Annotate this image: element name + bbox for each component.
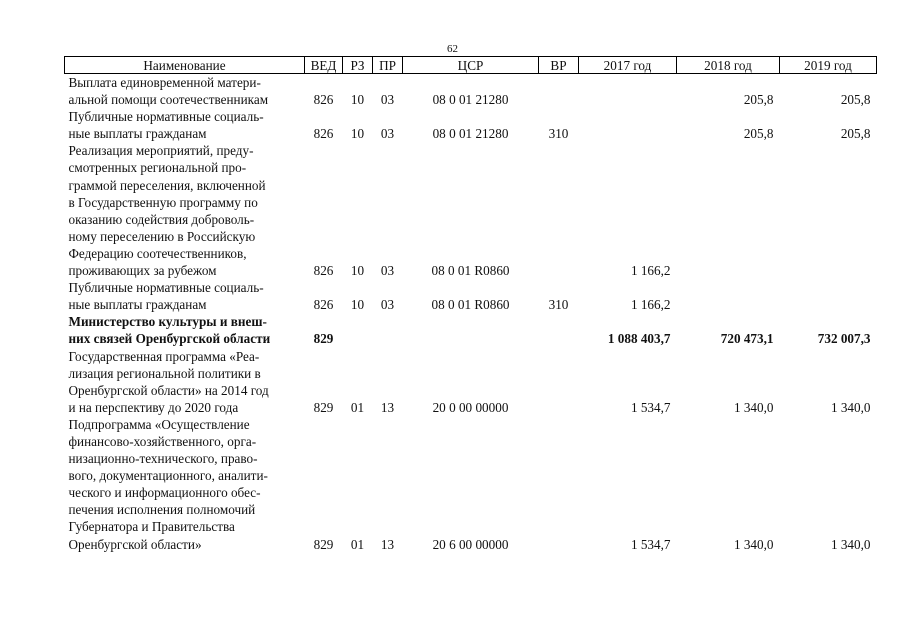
- cell-rz: 01: [350, 399, 365, 415]
- cell-2018: [677, 279, 780, 313]
- name-line: Оренбургской области» на 2014 год: [68, 382, 269, 398]
- cell-pr: 13: [380, 536, 395, 552]
- cell-2017: 1 088 403,7: [607, 331, 671, 347]
- table-row: [65, 142, 877, 279]
- cell-rz: 01: [350, 536, 365, 552]
- cell-ved: 826: [313, 92, 334, 108]
- name-line: Публичные нормативные социаль-: [68, 280, 264, 296]
- cell-csr: [403, 313, 539, 347]
- name-line: низационно-технического, право-: [68, 451, 258, 467]
- header-rz: РЗ: [343, 57, 373, 74]
- cell-2017: 1 166,2: [630, 297, 671, 313]
- table-body: [65, 74, 877, 553]
- cell-ved: 829: [313, 399, 334, 415]
- header-2017: 2017 год: [579, 57, 677, 74]
- table-row: [65, 279, 877, 313]
- cell-2018: 720 473,1: [720, 331, 774, 347]
- cell-name: [65, 108, 305, 142]
- cell-2018: [677, 142, 780, 279]
- name-line: ческого и информационного обес-: [68, 485, 261, 501]
- cell-2017: [579, 108, 677, 142]
- cell-vr: 310: [548, 126, 569, 142]
- name-line: и на перспективу до 2020 года: [68, 399, 239, 415]
- cell-vr: [539, 74, 579, 109]
- name-line: лизация региональной политики в: [68, 365, 261, 381]
- name-line: ные выплаты гражданам: [68, 126, 207, 142]
- cell-2017: [579, 74, 677, 109]
- name-line: них связей Оренбургской области: [68, 331, 271, 347]
- cell-pr: 03: [380, 297, 395, 313]
- header-vr: ВР: [539, 57, 579, 74]
- cell-ved: 826: [313, 297, 334, 313]
- cell-rz: 10: [350, 92, 365, 108]
- cell-pr: 13: [380, 399, 395, 415]
- table-row: [65, 416, 877, 553]
- cell-2019: [780, 142, 877, 279]
- cell-csr: 08 0 01 21280: [432, 126, 509, 142]
- table-row: [65, 108, 877, 142]
- name-line: проживающих за рубежом: [68, 263, 217, 279]
- cell-2018: 205,8: [743, 126, 774, 142]
- name-line: ному переселению в Российскую: [68, 228, 256, 244]
- cell-csr: 08 0 01 R0860: [431, 297, 510, 313]
- cell-vr: [539, 416, 579, 553]
- header-2018: 2018 год: [677, 57, 780, 74]
- name-line: печения исполнения полномочий: [68, 502, 256, 518]
- cell-csr: 08 0 01 21280: [432, 92, 509, 108]
- table-row: [65, 348, 877, 416]
- name-line: смотренных региональной про-: [68, 160, 247, 176]
- name-line: Подпрограмма «Осуществление: [68, 416, 250, 432]
- header-csr: ЦСР: [403, 57, 539, 74]
- name-line: Оренбургской области»: [68, 536, 202, 552]
- cell-name: [65, 74, 305, 109]
- cell-ved: 829: [313, 331, 334, 347]
- name-line: Публичные нормативные социаль-: [68, 109, 264, 125]
- header-name: Наименование: [65, 57, 305, 74]
- cell-pr: 03: [380, 92, 395, 108]
- cell-name: [65, 313, 305, 347]
- name-line: Государственная программа «Реа-: [68, 348, 260, 364]
- cell-vr: [539, 142, 579, 279]
- cell-ved: 829: [313, 536, 334, 552]
- name-line: ные выплаты гражданам: [68, 297, 207, 313]
- cell-2017: 1 534,7: [630, 536, 671, 552]
- name-line: финансово-хозяйственного, орга-: [68, 433, 257, 449]
- cell-ved: 826: [313, 263, 334, 279]
- table-row: [65, 313, 877, 347]
- cell-rz: 10: [350, 263, 365, 279]
- cell-name: [65, 348, 305, 416]
- name-line: оказанию содействия доброволь-: [68, 211, 255, 227]
- cell-2017: 1 534,7: [630, 399, 671, 415]
- header-ved: ВЕД: [305, 57, 343, 74]
- name-line: Федерацию соотечественников,: [68, 245, 247, 261]
- cell-2019: [780, 279, 877, 313]
- cell-2017: 1 166,2: [630, 263, 671, 279]
- header-2019: 2019 год: [780, 57, 877, 74]
- cell-vr: 310: [548, 297, 569, 313]
- name-line: альной помощи соотечественникам: [68, 92, 269, 108]
- table-header-row: [65, 57, 877, 74]
- cell-csr: 20 6 00 00000: [432, 536, 509, 552]
- name-line: в Государственную программу по: [68, 194, 258, 210]
- cell-name: [65, 416, 305, 553]
- cell-name: [65, 279, 305, 313]
- cell-2018: 1 340,0: [733, 399, 774, 415]
- name-line: граммой переселения, включенной: [68, 177, 266, 193]
- budget-table: [64, 56, 877, 553]
- table-row: [65, 74, 877, 109]
- cell-2019: 205,8: [840, 92, 871, 108]
- cell-rz: 10: [350, 297, 365, 313]
- name-line: Губернатора и Правительства: [68, 519, 235, 535]
- cell-vr: [539, 313, 579, 347]
- cell-2018: 205,8: [743, 92, 774, 108]
- cell-csr: 20 0 00 00000: [432, 399, 509, 415]
- cell-2019: 1 340,0: [830, 399, 871, 415]
- cell-ved: 826: [313, 126, 334, 142]
- cell-vr: [539, 348, 579, 416]
- cell-rz: [343, 313, 373, 347]
- cell-pr: 03: [380, 126, 395, 142]
- cell-name: [65, 142, 305, 279]
- cell-csr: 08 0 01 R0860: [431, 263, 510, 279]
- cell-2019: 732 007,3: [817, 331, 871, 347]
- name-line: Реализация мероприятий, преду-: [68, 143, 254, 159]
- page-number: 62: [447, 43, 458, 55]
- cell-2018: 1 340,0: [733, 536, 774, 552]
- cell-pr: 03: [380, 263, 395, 279]
- cell-2019: 205,8: [840, 126, 871, 142]
- cell-2019: 1 340,0: [830, 536, 871, 552]
- name-line: вого, документационного, аналити-: [68, 468, 268, 484]
- cell-pr: [373, 313, 403, 347]
- name-line: Выплата единовременной матери-: [68, 75, 261, 90]
- cell-rz: 10: [350, 126, 365, 142]
- name-line: Министерство культуры и внеш-: [68, 314, 267, 330]
- header-pr: ПР: [373, 57, 403, 74]
